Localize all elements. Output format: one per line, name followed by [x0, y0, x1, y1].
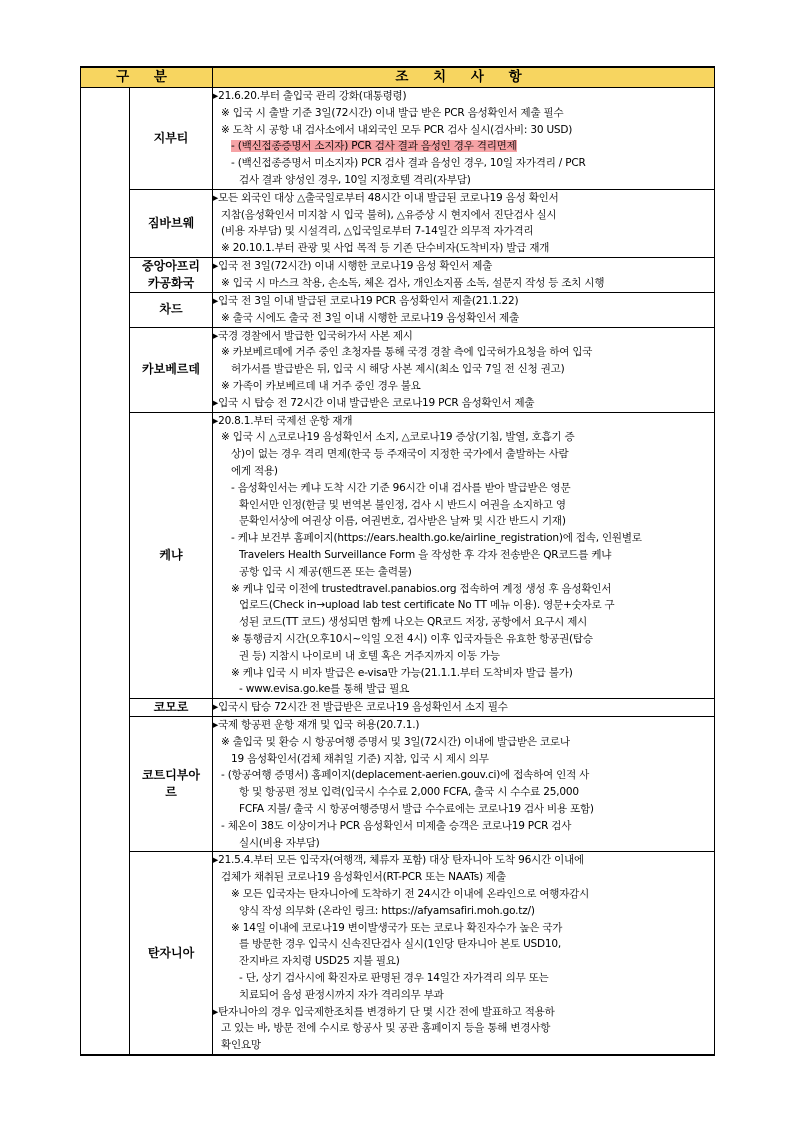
header-measures: 조 치 사 항 [213, 67, 715, 88]
table-row [81, 717, 715, 852]
measure-line: ※ 카보베르데에 거주 중인 초청자를 통해 국경 경찰 측에 입국허가요청을 하여 입국 [221, 346, 593, 359]
measures-cabo-verde [213, 327, 715, 412]
measure-line: FCFA 지불/ 출국 시 항공여행증명서 발급 수수료에는 코로나19 검사 비용 포함) [239, 803, 594, 816]
measure-line: 허가서를 발급받은 뒤, 입국 시 해당 사본 제시(최소 입국 7일 전 신청 권고) [231, 363, 565, 376]
table-row [81, 852, 715, 1055]
measure-line: ※ 출국 시에도 출국 전 3일 이내 시행한 코로나19 음성확인서 제출 [221, 311, 520, 324]
table-header-row [81, 67, 715, 88]
measures-tanzania [213, 852, 715, 1055]
measure-line: ※ 14일 이내에 코로나19 변이발생국가 또는 코로나 확진자수가 높은 국가 [231, 921, 563, 934]
country-name-line: 코트디부아 [142, 768, 200, 783]
measure-line: ※ 출입국 및 환승 시 항공여행 증명서 및 3일(72시간) 이내에 발급받은 코로나 [221, 735, 570, 748]
measures-cote-divoire [213, 717, 715, 852]
measure-line: ▸입국 시 탑승 전 72시간 이내 발급받은 코로나19 PCR 음성확인서 제출 [213, 396, 535, 409]
measure-line: ※ 입국 시 출발 기준 3일(72시간) 이내 발급 받은 PCR 음성확인서 제출 필수 [221, 106, 564, 119]
table-row [81, 327, 715, 412]
measure-line: ※ 입국 시 △코로나19 음성확인서 소지, △코로나19 증상(기침, 발열, 호흡기 증 [221, 431, 575, 444]
measure-line: 상)이 없는 경우 격리 면제(한국 등 주재국이 지정한 국가에서 출발하는 사람 [231, 448, 569, 461]
country-comoros: 코모로 [130, 699, 213, 717]
measure-line: ▸21.5.4.부터 모든 입국자(여행객, 체류자 포함) 대상 탄자니아 도착 96시간 이내에 [213, 854, 584, 867]
measure-line: 잔지바르 자치령 USD25 지불 필요) [239, 955, 400, 968]
country-djibouti: 지부티 [130, 88, 213, 190]
measure-line: 권 등) 지참시 나이로비 내 호텔 혹은 거주지까지 이동 가능 [239, 649, 500, 662]
measure-line: - 단, 상기 검사시에 확진자로 판명된 경우 14일간 자가격리 의무 또는 [239, 972, 549, 985]
measure-line: 19 음성확인서(검체 채취일 기준) 지참, 입국 시 제시 의무 [231, 752, 489, 765]
measure-line: - 음성확인서는 케냐 도착 시간 기준 96시간 이내 검사를 받아 발급받은 영문 [231, 481, 571, 494]
measure-line: - (백신접종증명서 미소지자) PCR 검사 결과 음성인 경우, 10일 자가격리 / PCR [231, 157, 586, 170]
measure-line: ▸모든 외국인 대상 △출국일로부터 48시간 이내 발급된 코로나19 음성 확인서 [213, 191, 559, 204]
country-name-line: 중앙아프리 [142, 258, 200, 273]
measure-line: ▸20.8.1.부터 국제선 운항 재개 [213, 414, 353, 427]
measure-line: 문확인서상에 여권상 이름, 여권번호, 검사받은 날짜 및 시간 반드시 기재) [239, 515, 566, 528]
measure-line: ▸국제 항공편 운항 재개 및 입국 허용(20.7.1.) [213, 719, 420, 732]
measure-line: (비용 자부담) 및 시설격리, △입국일로부터 7-14일간 의무적 자가격리 [221, 225, 534, 238]
table-row [81, 257, 715, 292]
header-category: 구 분 [81, 67, 213, 88]
measures-comoros [213, 699, 715, 717]
measures-zimbabwe [213, 189, 715, 257]
country-name-line: 르 [165, 785, 177, 800]
measures-car [213, 257, 715, 292]
measure-line: 공항 입국 시 제공(핸드폰 또는 출력물) [239, 565, 412, 578]
country-cabo-verde: 카보베르데 [130, 327, 213, 412]
country-cote-divoire [130, 717, 213, 852]
measure-line: ※ 가족이 카보베르데 내 거주 중인 경우 불요 [221, 379, 421, 392]
measure-line: ▸21.6.20.부터 출입국 관리 강화(대통령령) [213, 90, 407, 102]
measure-line-highlighted [213, 138, 714, 155]
measure-line: ※ 모든 입국자는 탄자니아에 도착하기 전 24시간 이내에 온라인으로 여행자감시 [231, 888, 590, 901]
blank-column [81, 88, 130, 1056]
measure-line: - www.evisa.go.ke를 통해 발급 필요 [239, 683, 410, 696]
measure-line: ※ 20.10.1.부터 관광 및 사업 목적 등 기존 단수비자(도착비자) 발급 재개 [221, 242, 550, 255]
measure-line: 치료되어 음성 판정시까지 자가 격리의무 부과 [239, 988, 444, 1001]
measures-kenya [213, 412, 715, 699]
measure-line: 항 및 항공편 정보 입력(입국시 수수료 2,000 FCFA, 출국 시 수수료 25,000 [239, 786, 579, 799]
measure-line: ▸탄자니아의 경우 입국제한조치를 변경하기 단 몇 시간 전에 발표하고 적용하 [213, 1005, 555, 1018]
measure-line: ※ 통행금지 시간(오후10시~익일 오전 4시) 이후 입국자들은 유효한 항공권(탑승 [231, 632, 593, 645]
measures-djibouti [213, 88, 715, 190]
measure-line: Travelers Health Surveillance Form 을 작성한 후 각자 전송받은 QR코드를 케냐 [239, 548, 612, 561]
measure-line: - 케냐 보건부 홈페이지(https://ears.health.go.ke/airline_registration)에 접속, 인원별로 [231, 532, 642, 545]
table-row [81, 88, 715, 190]
table-row [81, 189, 715, 257]
table-row [81, 292, 715, 327]
measure-line: ▸입국 전 3일 이내 발급된 코로나19 PCR 음성확인서 제출(21.1.22) [213, 294, 519, 307]
measure-line: 검체가 채취된 코로나19 음성확인서(RT-PCR 또는 NAATs) 제출 [221, 871, 506, 884]
country-zimbabwe: 짐바브웨 [130, 189, 213, 257]
measure-line: 고 있는 바, 방문 전에 수시로 항공사 및 공관 홈페이지 등을 통해 변경사항 [221, 1022, 551, 1035]
measure-line: 지참(음성확인서 미지참 시 입국 불허), △유증상 시 현지에서 진단검사 실시 [221, 208, 557, 221]
measure-line: 양식 작성 의무화 (온라인 링크: https://afyamsafiri.moh.go.tz/) [239, 904, 535, 917]
country-central-african-republic [130, 257, 213, 292]
country-tanzania: 탄자니아 [130, 852, 213, 1055]
measure-line: 실시(비용 자부담) [239, 836, 320, 849]
measure-line: ※ 케냐 입국 이전에 trustedtravel.panabios.org 접속하여 계정 생성 후 음성확인서 [231, 582, 612, 595]
measure-line: - (항공여행 증명서) 홈페이지(deplacement-aerien.gouv.ci)에 접속하여 인적 사 [221, 769, 590, 782]
measure-line: 에게 적용) [231, 464, 278, 477]
measure-line: 확인요망 [221, 1039, 261, 1052]
measure-line: ※ 케냐 입국 시 비자 발급은 e-visa만 가능(21.1.1.부터 도착비자 발급 불가) [231, 666, 573, 679]
table-row [81, 699, 715, 717]
highlight-text: - (백신접종증명서 소지자) PCR 검사 결과 음성인 경우 격리면제 [231, 140, 517, 153]
table-row [81, 412, 715, 699]
measure-line: 를 방문한 경우 입국시 신속진단검사 실시(1인당 탄자니아 본토 USD10, [239, 938, 562, 951]
country-name-line: 카공화국 [147, 275, 195, 290]
measure-line: ▸입국 전 3일(72시간) 이내 시행한 코로나19 음성 확인서 제출 [213, 260, 493, 273]
measures-chad [213, 292, 715, 327]
entry-measures-table [80, 66, 715, 1056]
measure-line: - 체온이 38도 이상이거나 PCR 음성확인서 미제출 승객은 코로나19 PCR 검사 [221, 819, 572, 832]
measure-line: ▸국경 경찰에서 발급한 입국허가서 사본 제시 [213, 329, 413, 342]
measure-line: ※ 입국 시 마스크 착용, 손소독, 체온 검사, 개인소지품 소독, 설문지 작성 등 조치 시행 [221, 276, 605, 289]
measure-line: 성된 코드(TT 코드) 생성되면 함께 나오는 QR코드 저장, 공항에서 요구시 제시 [239, 616, 588, 629]
measure-line: 검사 결과 양성인 경우, 10일 지정호텔 격리(자부담) [239, 173, 471, 186]
measure-line: ※ 도착 시 공항 내 검사소에서 내외국인 모두 PCR 검사 실시(검사비: 30 USD) [221, 123, 573, 136]
measure-line: 확인서만 인정(한글 및 번역본 불인정, 검사 시 반드시 여권을 소지하고 영 [239, 498, 566, 511]
measure-line: 업로드(Check in→upload lab test certificate No TT 메뉴 이용). 영문+숫자로 구 [239, 599, 615, 612]
measure-line: ▸입국시 탑승 72시간 전 발급받은 코로나19 음성확인서 소지 필수 [213, 701, 508, 714]
country-kenya: 케냐 [130, 412, 213, 699]
country-chad: 차드 [130, 292, 213, 327]
